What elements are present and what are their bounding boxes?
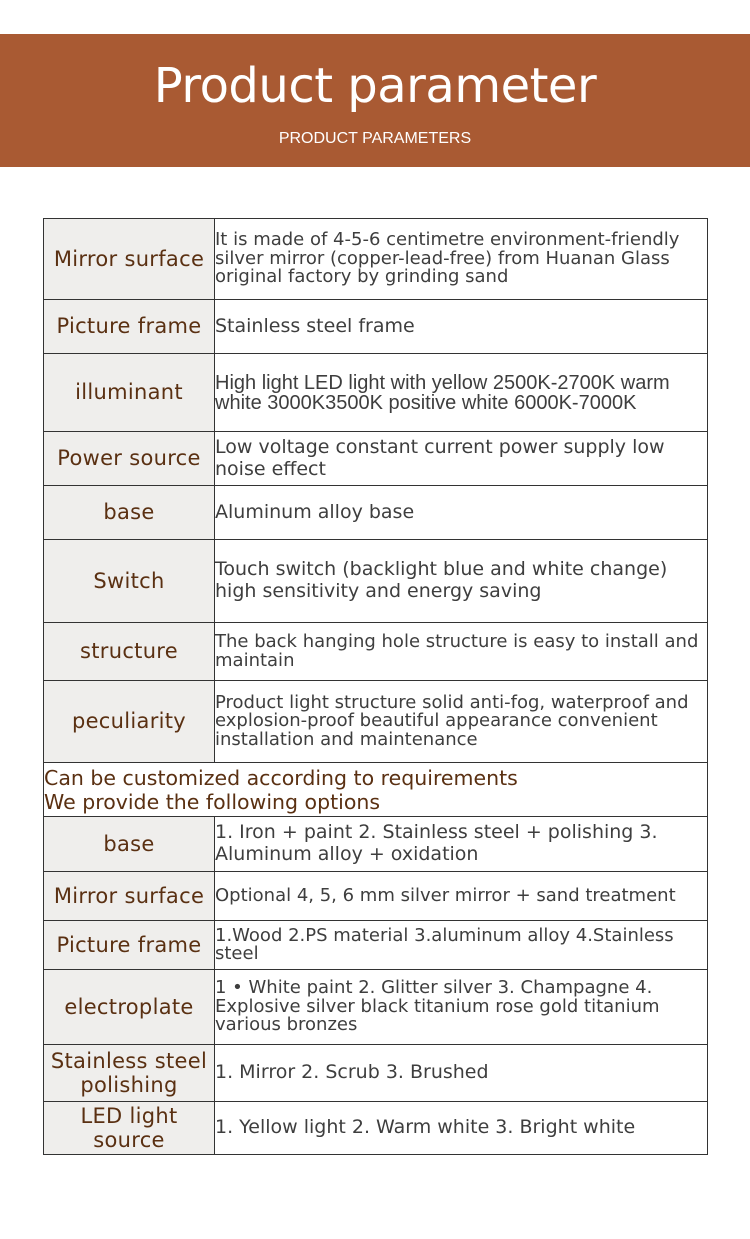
row-value: Touch switch (backlight blue and white change) high sensitivity and energy saving: [215, 540, 708, 623]
page-subtitle: PRODUCT PARAMETERS: [278, 130, 472, 147]
table-row: [44, 623, 708, 681]
table-row: [44, 432, 708, 486]
row-label: electroplate: [44, 970, 215, 1045]
customization-note: [44, 763, 708, 817]
row-label: structure: [44, 623, 215, 681]
table-row: [44, 219, 708, 300]
row-value: 1.Wood 2.PS material 3.aluminum alloy 4.Stainless steel: [215, 921, 708, 970]
note-line: We provide the following options: [44, 789, 381, 814]
row-value: Aluminum alloy base: [215, 486, 708, 540]
row-value: Low voltage constant current power supply low noise effect: [215, 432, 708, 486]
table-row: [44, 486, 708, 540]
row-label: Mirror surface: [44, 219, 215, 300]
row-label: LED light source: [44, 1102, 215, 1155]
row-value: It is made of 4-5-6 centimetre environment-friendly silver mirror (copper-lead-free) from Huanan Glass original factory by grinding sand: [215, 219, 708, 300]
row-label: base: [44, 817, 215, 872]
row-value: Product light structure solid anti-fog, waterproof and explosion-proof beautiful appearance convenient installation and maintenance: [215, 681, 708, 763]
row-label: Mirror surface: [44, 872, 215, 921]
table-row: [44, 970, 708, 1045]
customization-note-row: [44, 763, 708, 817]
note-line: Can be customized according to requirements: [44, 765, 518, 790]
row-label: Picture frame: [44, 300, 215, 354]
row-value: 1. Yellow light 2. Warm white 3. Bright white: [215, 1102, 708, 1155]
table-row: [44, 681, 708, 763]
table-row: [44, 540, 708, 623]
row-value: 1 • White paint 2. Glitter silver 3. Champagne 4. Explosive silver black titanium rose gold titanium various bronzes: [215, 970, 708, 1045]
page-title: Product parameter: [153, 58, 597, 114]
table-row: [44, 921, 708, 970]
table-row: [44, 872, 708, 921]
table-row: [44, 817, 708, 872]
row-label: Picture frame: [44, 921, 215, 970]
row-label: peculiarity: [44, 681, 215, 763]
table-row: [44, 1102, 708, 1155]
row-value: 1. Iron + paint 2. Stainless steel + polishing 3. Aluminum alloy + oxidation: [215, 817, 708, 872]
header-banner: [0, 34, 750, 167]
row-value: Optional 4, 5, 6 mm silver mirror + sand treatment: [215, 872, 708, 921]
row-value: Stainless steel frame: [215, 300, 708, 354]
row-value: High light LED light with yellow 2500K-2700K warm white 3000K3500K positive white 6000K-7000K: [215, 354, 708, 432]
table-row: [44, 354, 708, 432]
row-label: Switch: [44, 540, 215, 623]
row-label: illuminant: [44, 354, 215, 432]
row-value: 1. Mirror 2. Scrub 3. Brushed: [215, 1045, 708, 1102]
row-label: Stainless steel polishing: [44, 1045, 215, 1102]
row-label: Power source: [44, 432, 215, 486]
table-row: [44, 1045, 708, 1102]
parameter-table: [43, 218, 708, 1155]
table-row: [44, 300, 708, 354]
row-value: The back hanging hole structure is easy to install and maintain: [215, 623, 708, 681]
row-label: base: [44, 486, 215, 540]
